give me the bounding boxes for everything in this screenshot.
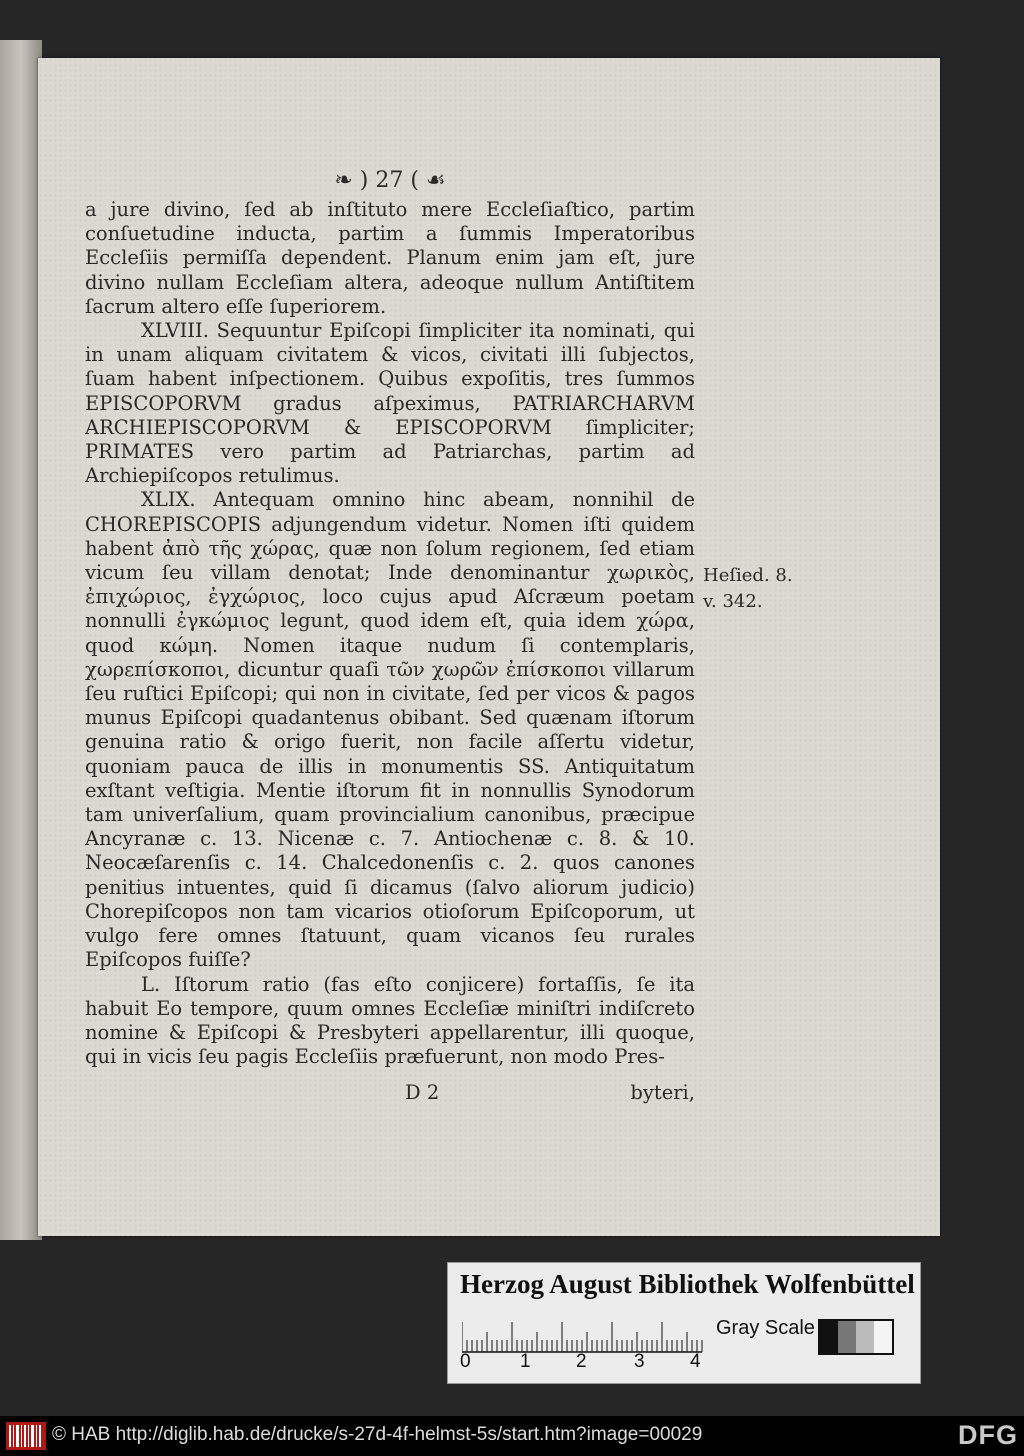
margin-note-line-2: v. 342. (703, 591, 763, 612)
gray-swatch-white (874, 1321, 892, 1353)
adjacent-page-edge (0, 40, 42, 1240)
gray-swatch-black (820, 1321, 838, 1353)
ruler-numbers (456, 1351, 716, 1375)
paragraph-48: XLVIII. Sequuntur Epiſcopi ſimpliciter ita nominati, qui in unam aliquam civitatem & vicos, civitati illi ſubjectos, ſuam habent inſpectionem. Quibus expoſitis, tres ſummos EPISCOPORVM gradus aſpeximus, PATRIARCHARVM ARCHIEPISCOPORVM & EPISCOPORVM ſimpliciter; PRIMATES vero partim ad Patriarchas, partim ad Archiepiſcopos retulimus. (85, 319, 695, 488)
page-header: ❧ ) 27 ( ☙ (334, 168, 446, 193)
paragraph-1: a jure divino, ſed ab inſtituto mere Eccleſiaſtico, partim conſuetudine inducta, partim a ſummis Imperatoribus Eccleſiis permiſſa dependent. Planum enim jam eſt, jure divino nullam Eccleſiam altera, adeoque nullum Antiſtitem ſacrum altero eſſe ſuperiorem. (85, 198, 695, 318)
margin-note (703, 563, 793, 615)
gray-scale-label: Gray Scale (716, 1317, 815, 1339)
margin-note-line-1: Heſied. 8. (703, 565, 793, 586)
paragraph-49: XLIX. Antequam omnino hinc abeam, nonnihil de CHOREPISCOPIS adjungendum videtur. Nomen iſti quidem habent ἀπὸ τῆς χώρας, quæ non ſolum regionem, ſed etiam vicum ſeu villam denotat; Inde denominantur χωρικὸς, ἐπιχώριος, ἐγχώριος, loco cujus apud Aſcræum poetam nonnulli ἐγκώμιος legunt, quod idem eſt, quia idem χώρα, quod κώμη. Nomen itaque nudum ſi contemplaris, χωρεπίσκοποι, dicuntur quaſi τῶν χωρῶν ἐπίσκοποι villarum ſeu ruſtici Epiſcopi; qui non in civitate, ſed per vicos & pagos munus Epiſcopi quadantenus obibant. Sed quænam iſtorum genuina ratio & origo fuerit, non facile aſſertu videtur, quoniam pauca de illis in monumentis SS. Antiquitatum exſtant veſtigia. Mentie iſtorum fit in nonnullis Synodorum tam univerſalium, quam provincialium canonibus, præcipue Ancyranæ c. 13. Nicenæ c. 7. Antiochenæ c. 8. & 10. Neocæſarenſis c. 14. Chalcedonenſis c. 2. quos canones penitius intuentes, quid ſi dicamus (ſalvo aliorum judicio) Chorepiſcopos non tam vicarios otioſorum Epiſcoporum, ut vulgo fere omnes ſtatuunt, quam vicanos ſeu rurales Epiſcopos fuiſſe? (85, 488, 695, 972)
ruler-scale (462, 1315, 712, 1353)
gray-swatch-light (856, 1321, 874, 1353)
ruler-number-3: 3 (634, 1351, 645, 1372)
page-text (85, 198, 695, 1069)
ruler-number-1: 1 (520, 1351, 531, 1372)
ruler-number-0: 0 (460, 1351, 471, 1372)
ruler-number-4: 4 (690, 1351, 701, 1372)
ruler-number-2: 2 (576, 1351, 587, 1372)
paragraph-50: L. Iſtorum ratio (fas eſto conjicere) fortaſſis, ſe ita habuit Eo tempore, quum omnes Eccleſiæ miniſtri indiſcreto nomine & Epiſcopi & Presbyteri appellarentur, illi quoque, qui in vicis ſeu pagis Eccleſiis præfuerunt, non modo Pres- (85, 972, 695, 1069)
signature-mark: D 2 (405, 1081, 440, 1104)
page-footer (85, 1081, 695, 1107)
catchword: byteri, (630, 1081, 695, 1104)
footer-bar (0, 1416, 1024, 1456)
copyright-link[interactable]: © HAB http://diglib.hab.de/drucke/s-27d-4f-helmst-5s/start.htm?image=00029 (52, 1424, 703, 1445)
library-name: Herzog August Bibliothek Wolfenbüttel (460, 1269, 915, 1299)
library-color-card (447, 1262, 921, 1384)
gray-swatch-dark (838, 1321, 856, 1353)
dfg-logo: DFG (958, 1420, 1018, 1450)
gray-scale-swatch (818, 1319, 894, 1355)
barcode-icon (6, 1422, 46, 1450)
